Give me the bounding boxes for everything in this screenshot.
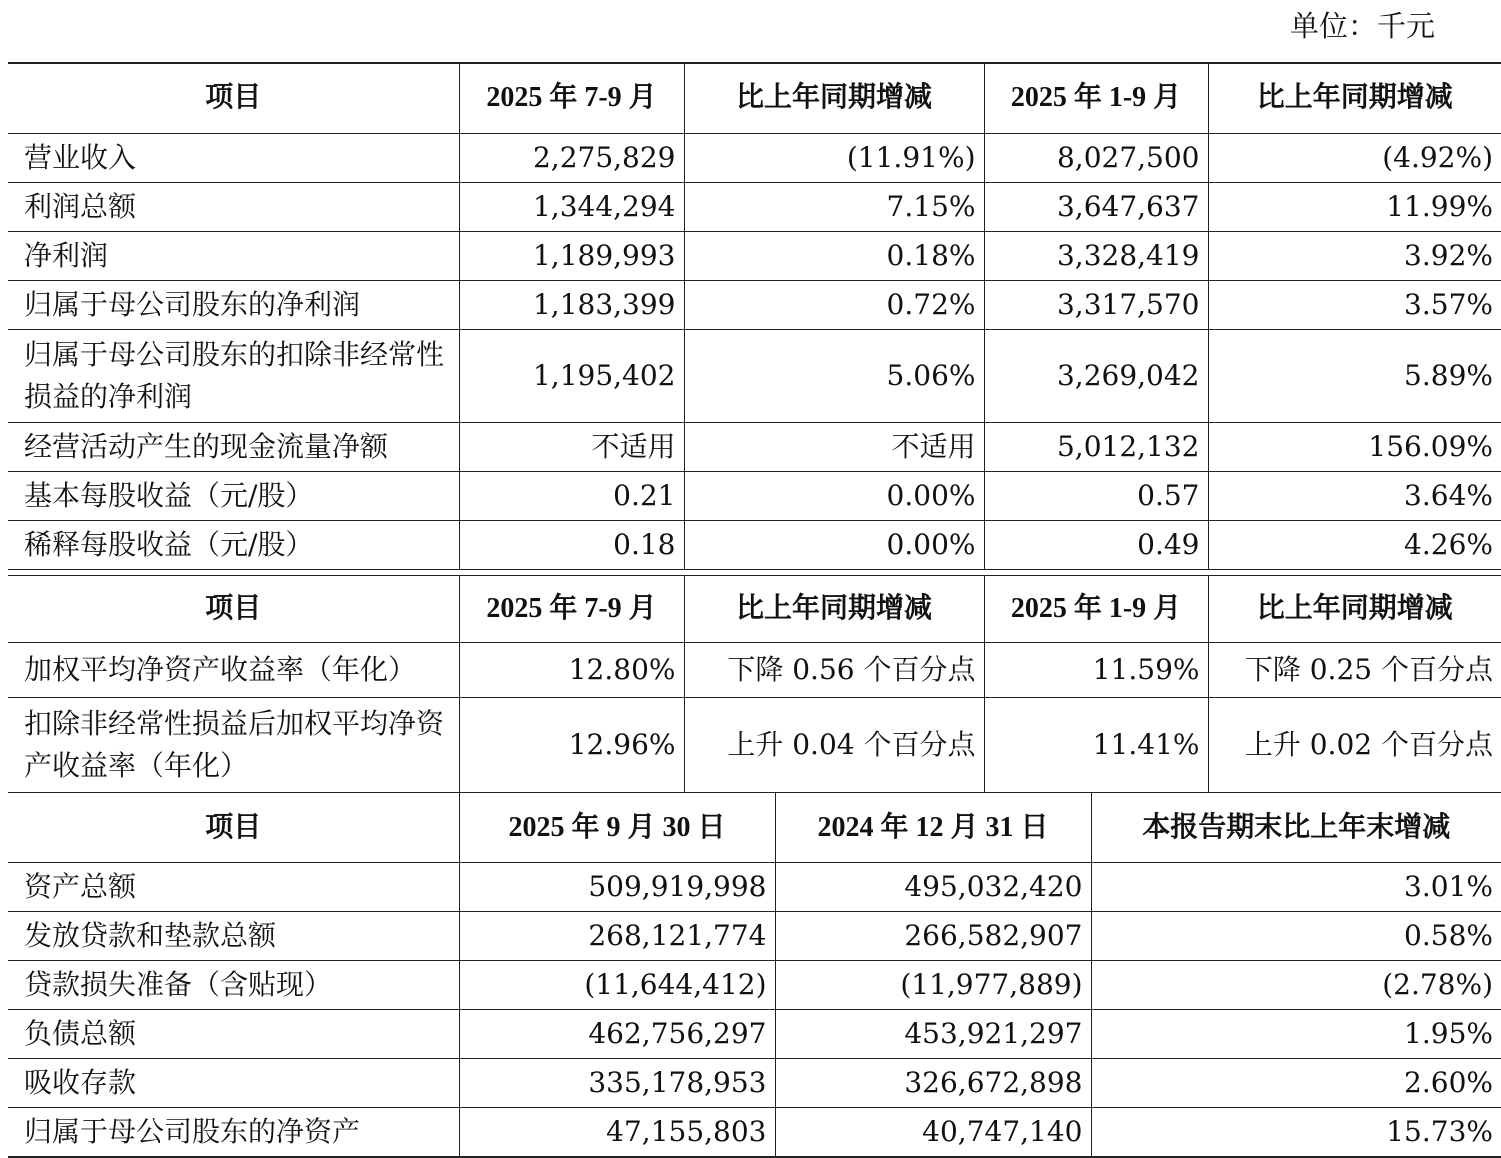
cell-value: (2.78%): [1091, 961, 1501, 1010]
cell-value: 11.99%: [1208, 182, 1501, 231]
header-ytd-change: 比上年同期增减: [1208, 63, 1501, 133]
roe-table: [8, 575, 1501, 793]
header-q3-change: 比上年同期增减: [684, 576, 984, 643]
cell-value: 下降 0.56 个百分点: [684, 643, 984, 698]
cell-value: 453,921,297: [775, 1010, 1091, 1059]
cell-value: 8,027,500: [984, 133, 1208, 182]
row-label: 发放贷款和垫款总额: [8, 912, 459, 961]
row-label: 归属于母公司股东的净资产: [8, 1108, 459, 1157]
cell-value: 11.41%: [984, 698, 1208, 793]
row-label: 加权平均净资产收益率（年化）: [8, 643, 459, 698]
row-label: 稀释每股收益（元/股）: [8, 520, 459, 569]
cell-value: 156.09%: [1208, 422, 1501, 471]
cell-value: 0.57: [984, 471, 1208, 520]
row-label: 负债总额: [8, 1010, 459, 1059]
cell-value: 3.01%: [1091, 863, 1501, 912]
cell-value: 0.49: [984, 520, 1208, 569]
cell-value: 2.60%: [1091, 1059, 1501, 1108]
table-row: [8, 422, 1501, 471]
cell-value: 1,189,993: [459, 231, 684, 280]
row-label: 基本每股收益（元/股）: [8, 471, 459, 520]
header-item: 项目: [8, 793, 459, 863]
cell-value: 1,195,402: [459, 329, 684, 422]
cell-value: 1.95%: [1091, 1010, 1501, 1059]
cell-value: 47,155,803: [459, 1108, 775, 1157]
cell-value: 495,032,420: [775, 863, 1091, 912]
table-row: [8, 231, 1501, 280]
cell-value: 326,672,898: [775, 1059, 1091, 1108]
row-label: 利润总额: [8, 182, 459, 231]
cell-value: 509,919,998: [459, 863, 775, 912]
cell-value: 下降 0.25 个百分点: [1208, 643, 1501, 698]
cell-value: 12.96%: [459, 698, 684, 793]
table-row: [8, 280, 1501, 329]
header-ytd-change: 比上年同期增减: [1208, 576, 1501, 643]
unit-label: 单位：千元: [1289, 9, 1435, 43]
balance-table-header: [8, 793, 1501, 863]
cell-value: 0.00%: [684, 520, 984, 569]
table-row: [8, 1059, 1501, 1108]
cell-value: 不适用: [684, 422, 984, 471]
income-table-header: [8, 63, 1501, 133]
row-label: 归属于母公司股东的扣除非经常性损益的净利润: [8, 329, 459, 422]
cell-value: (4.92%): [1208, 133, 1501, 182]
row-label: 吸收存款: [8, 1059, 459, 1108]
cell-value: (11,644,412): [459, 961, 775, 1010]
header-item: 项目: [8, 576, 459, 643]
table-row: [8, 863, 1501, 912]
cell-value: 40,747,140: [775, 1108, 1091, 1157]
cell-value: 0.21: [459, 471, 684, 520]
row-label: 扣除非经常性损益后加权平均净资产收益率（年化）: [8, 698, 459, 793]
cell-value: 15.73%: [1091, 1108, 1501, 1157]
cell-value: 1,183,399: [459, 280, 684, 329]
cell-value: 3.64%: [1208, 471, 1501, 520]
cell-value: 266,582,907: [775, 912, 1091, 961]
table-row: [8, 961, 1501, 1010]
cell-value: 3.57%: [1208, 280, 1501, 329]
cell-value: 3,269,042: [984, 329, 1208, 422]
table-row: [8, 471, 1501, 520]
cell-value: 5,012,132: [984, 422, 1208, 471]
cell-value: 3,317,570: [984, 280, 1208, 329]
header-ytd-2025: 2025 年 1-9 月: [984, 576, 1208, 643]
cell-value: 3,647,637: [984, 182, 1208, 231]
row-label: 净利润: [8, 231, 459, 280]
cell-value: 0.58%: [1091, 912, 1501, 961]
header-2024-12-31: 2024 年 12 月 31 日: [775, 793, 1091, 863]
table-row: [8, 1010, 1501, 1059]
table-row: [8, 520, 1501, 569]
row-label: 归属于母公司股东的净利润: [8, 280, 459, 329]
cell-value: 0.00%: [684, 471, 984, 520]
cell-value: 7.15%: [684, 182, 984, 231]
header-q3-2025: 2025 年 7-9 月: [459, 63, 684, 133]
table-row: [8, 643, 1501, 698]
cell-value: 5.06%: [684, 329, 984, 422]
cell-value: 0.72%: [684, 280, 984, 329]
row-label: 营业收入: [8, 133, 459, 182]
row-label: 资产总额: [8, 863, 459, 912]
balance-table: [8, 792, 1501, 1158]
table-row: [8, 329, 1501, 422]
header-q3-2025: 2025 年 7-9 月: [459, 576, 684, 643]
cell-value: 不适用: [459, 422, 684, 471]
row-label: 贷款损失准备（含贴现）: [8, 961, 459, 1010]
cell-value: 3.92%: [1208, 231, 1501, 280]
cell-value: 335,178,953: [459, 1059, 775, 1108]
header-ytd-2025: 2025 年 1-9 月: [984, 63, 1208, 133]
cell-value: 0.18: [459, 520, 684, 569]
cell-value: 0.18%: [684, 231, 984, 280]
cell-value: 11.59%: [984, 643, 1208, 698]
header-period-change: 本报告期末比上年末增减: [1091, 793, 1501, 863]
cell-value: 3,328,419: [984, 231, 1208, 280]
cell-value: 462,756,297: [459, 1010, 775, 1059]
cell-value: 12.80%: [459, 643, 684, 698]
header-2025-09-30: 2025 年 9 月 30 日: [459, 793, 775, 863]
roe-table-header: [8, 576, 1501, 643]
cell-value: 上升 0.02 个百分点: [1208, 698, 1501, 793]
table-row: [8, 182, 1501, 231]
cell-value: 268,121,774: [459, 912, 775, 961]
table-row: [8, 698, 1501, 793]
table-row: [8, 1108, 1501, 1157]
table-row: [8, 133, 1501, 182]
cell-value: 5.89%: [1208, 329, 1501, 422]
cell-value: 2,275,829: [459, 133, 684, 182]
cell-value: 上升 0.04 个百分点: [684, 698, 984, 793]
cell-value: (11.91%): [684, 133, 984, 182]
row-label: 经营活动产生的现金流量净额: [8, 422, 459, 471]
cell-value: (11,977,889): [775, 961, 1091, 1010]
cell-value: 4.26%: [1208, 520, 1501, 569]
cell-value: 1,344,294: [459, 182, 684, 231]
header-q3-change: 比上年同期增减: [684, 63, 984, 133]
table-row: [8, 912, 1501, 961]
header-item: 项目: [8, 63, 459, 133]
income-table: [8, 62, 1501, 570]
